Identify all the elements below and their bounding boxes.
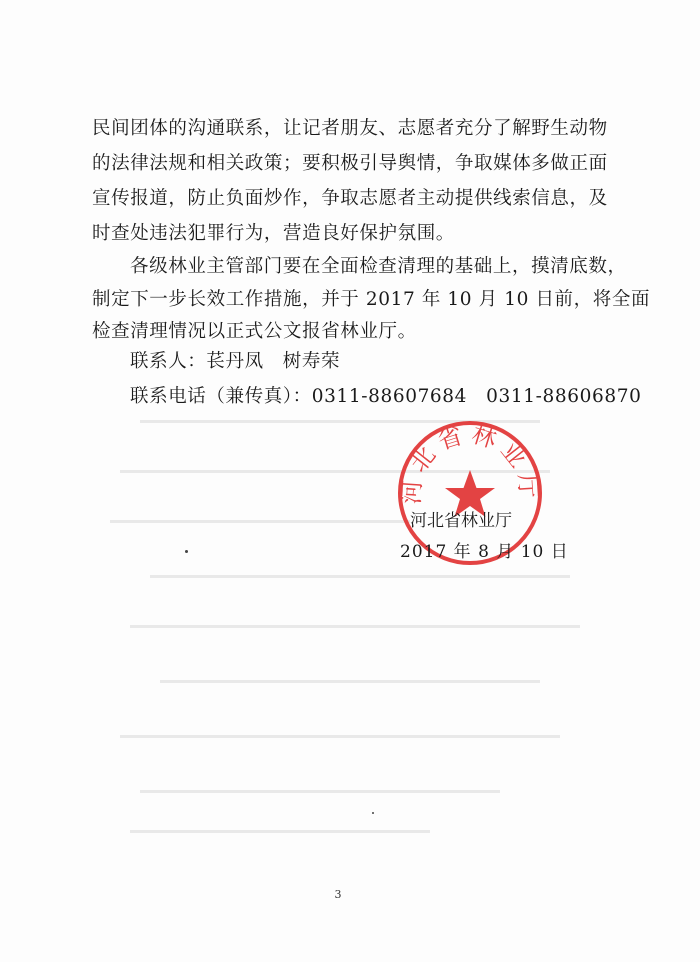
body-line-4: 时查处违法犯罪行为，营造良好保护氛围。: [92, 223, 455, 244]
bleed-through-mark: [130, 625, 580, 628]
scan-speck: [185, 550, 188, 553]
body-line-6: 制定下一步长效工作措施，并于 2017 年 10 月 10 日前，将全面: [92, 289, 651, 310]
seal-text: 河北省林业厅: [397, 419, 543, 506]
bleed-through-mark: [120, 735, 560, 738]
bleed-through-mark: [160, 680, 540, 683]
contact-line: 联系人：苌丹凤 树寿荣: [130, 351, 341, 372]
page-number: 3: [334, 888, 342, 901]
bleed-through-mark: [110, 520, 410, 523]
body-line-3: 宣传报道，防止负面炒作，争取志愿者主动提供线索信息，及: [92, 188, 608, 209]
bleed-through-mark: [150, 575, 570, 578]
scan-speck: [372, 812, 374, 814]
body-line-5: 各级林业主管部门要在全面检查清理的基础上，摸清底数，: [130, 256, 627, 277]
bleed-through-mark: [130, 830, 430, 833]
body-line-1: 民间团体的沟通联系，让记者朋友、志愿者充分了解野生动物: [92, 118, 608, 139]
body-line-7: 检查清理情况以正式公文报省林业厅。: [92, 321, 417, 342]
signature-org: 河北省林业厅: [410, 511, 512, 531]
phone-line: 联系电话（兼传真）：0311-88607684 0311-88606870: [130, 386, 642, 407]
body-line-2: 的法律法规和相关政策；要积极引导舆情，争取媒体多做正面: [92, 153, 608, 174]
signature-date: 2017 年 8 月 10 日: [400, 542, 569, 562]
bleed-through-mark: [140, 790, 500, 793]
